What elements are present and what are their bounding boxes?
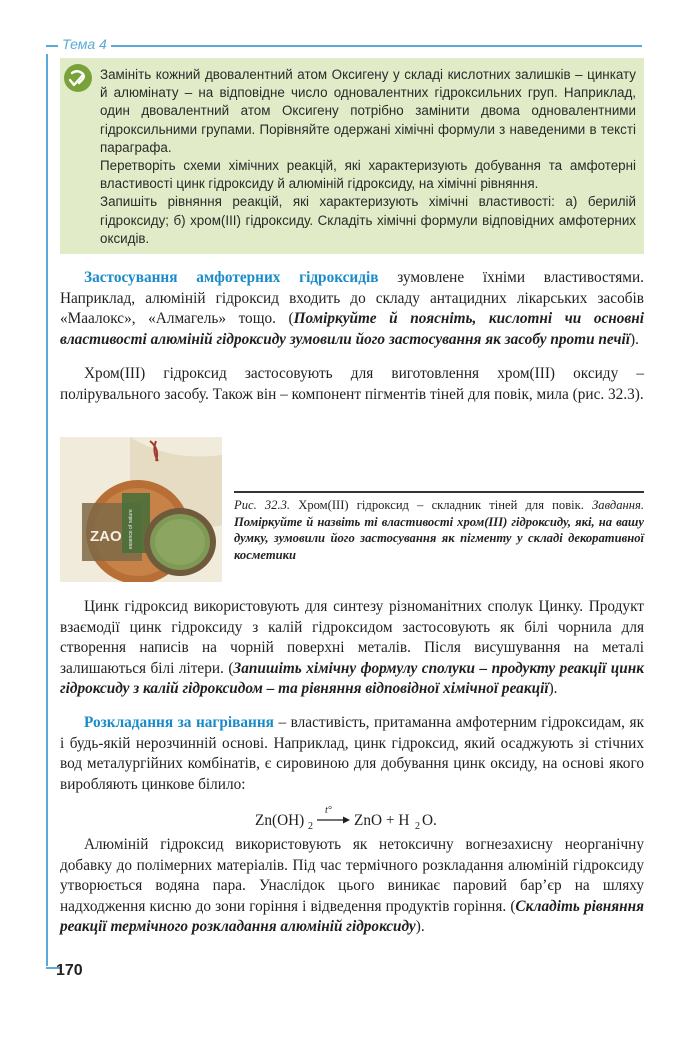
tasks-icon (64, 64, 92, 92)
equation-condition: t° (325, 805, 332, 816)
caption-text: Хром(ІІІ) гідроксид – складник тіней для повік. (290, 498, 593, 512)
task-italic: Складіть рівняння реакції термічного розкладання алюміній гідроксиду (60, 897, 644, 935)
task-italic: Запишіть хімічну формулу сполуки – продукту реакції цинк гідроксиду з калій гідроксидом – та рівняння відповідної хімічної реакції (60, 659, 644, 697)
paragraph-decomposition (60, 713, 644, 795)
equation-product: ZnO + H (354, 812, 410, 829)
page-frame-line (46, 54, 48, 966)
term-amphoteric-applications: Застосування амфотерних гідроксидів (84, 269, 379, 286)
theme-label: Тема 4 (58, 36, 111, 52)
task-box (60, 58, 644, 254)
paragraph-zinc (60, 597, 644, 700)
figure-photo (60, 437, 222, 582)
paragraph-text: ). (415, 918, 425, 935)
task-text (100, 66, 636, 248)
paragraph-text: ). (548, 680, 558, 697)
paragraph-applications (60, 268, 644, 350)
reaction-arrow-head-icon (343, 817, 350, 824)
paragraph-aluminium (60, 835, 644, 938)
term-decomposition: Розкладання за нагрівання (84, 714, 274, 731)
equation-reactant-subscript: 2 (308, 821, 313, 832)
caption-task: Поміркуйте й назвіть ті властивості хром(ІІІ) гідроксиду, які, на вашу думку, зумовили його застосування як пігменту у складі декоративної косметики (234, 514, 644, 562)
header-rule (46, 45, 642, 47)
equation-product-subscript: 2 (415, 821, 420, 832)
paragraph-text: Алюміній гідроксид використовують як нетоксичну вогнезахисну неорганічну добавку до полімерних матеріалів. Під час термічного розкладання алюміній гідроксиду утворюється водяна пара. Унаслідок цього виникає паровий бар’єр на шляху надходження кисню до зони горіння і відведення продуктів горіння. ( (60, 836, 644, 915)
task-italic: Поміркуйте й поясніть, кислотні чи основні властивості алюміній гідроксиду зумовили його застосування як засобу проти печії (60, 310, 645, 348)
paragraph-text: – властивість, притаманна амфотерним гідроксидам, як і будь-якій нерозчинній основі. Наприклад, цинк гідроксид, який осаджують зі стічних вод металургійних комбінатів, є сировиною для добування цинк оксиду, на основі якого виробляють цинкове білило: (60, 714, 645, 793)
paragraph-text: Хром(ІІІ) гідроксид застосовують для виготовлення хром(ІІІ) оксиду – полірувального засобу. Також він – компонент пігментів тіней для повік, мила (рис. 32.3). (60, 365, 644, 403)
paragraph-text: ). (630, 330, 639, 348)
product-brand: ZAO (90, 528, 122, 545)
caption-label: Рис. 32.3. (234, 498, 291, 512)
caption-task-label: Завдання. (592, 498, 644, 512)
paragraph-text: Цинк гідроксид використовують для синтезу різноманітних сполук Цинку. Продукт взаємодії цинк гідроксиду з калій гідроксидом застосовують як білі чорнила для створення написів на чорній поверхні металів. Після висушування на металі залишаються білі літери. ( (60, 598, 644, 677)
equation-reactant: Zn(OH) (255, 812, 305, 829)
task-paragraph: Запишіть рівняння реакцій, які характеризують хімічні властивості: а) берилій гідроксиду; б) хром(ІІІ) гідроксиду. Складіть хімічні формули відповідних амфотерних оксидів. (100, 194, 636, 246)
task-paragraph: Перетворіть схеми хімічних реакцій, які характеризують добування та амфотерні властивості цинк гідроксиду й алюміній гідроксиду, на хімічні рівняння. (100, 158, 636, 192)
page-number: 170 (56, 962, 83, 979)
figure-caption (234, 497, 644, 563)
equation-product-end: O. (422, 812, 437, 829)
task-paragraph: Замініть кожний двовалентний атом Оксигену у складі кислотних залишків – цинкату й алюмінату – на відповідне число одновалентних гідроксильних груп. Наприклад, один двовалентний атом Оксигену потрібно замінити двома одновалентними гідроксильними групами. Порівняйте одержані хімічні формули з наведеними в тексті параграфа. (100, 67, 636, 155)
product-label: essence of nature (128, 509, 134, 549)
caption-rule (234, 491, 644, 493)
paragraph-text: зумовлене їхніми властивостями. Наприклад, алюміній гідроксид входить до складу антацидних лікарських засобів «Маалокс», «Алмагель» тощо. ( (60, 269, 644, 327)
paragraph-chromium (60, 364, 644, 405)
chemical-equation (255, 803, 495, 833)
